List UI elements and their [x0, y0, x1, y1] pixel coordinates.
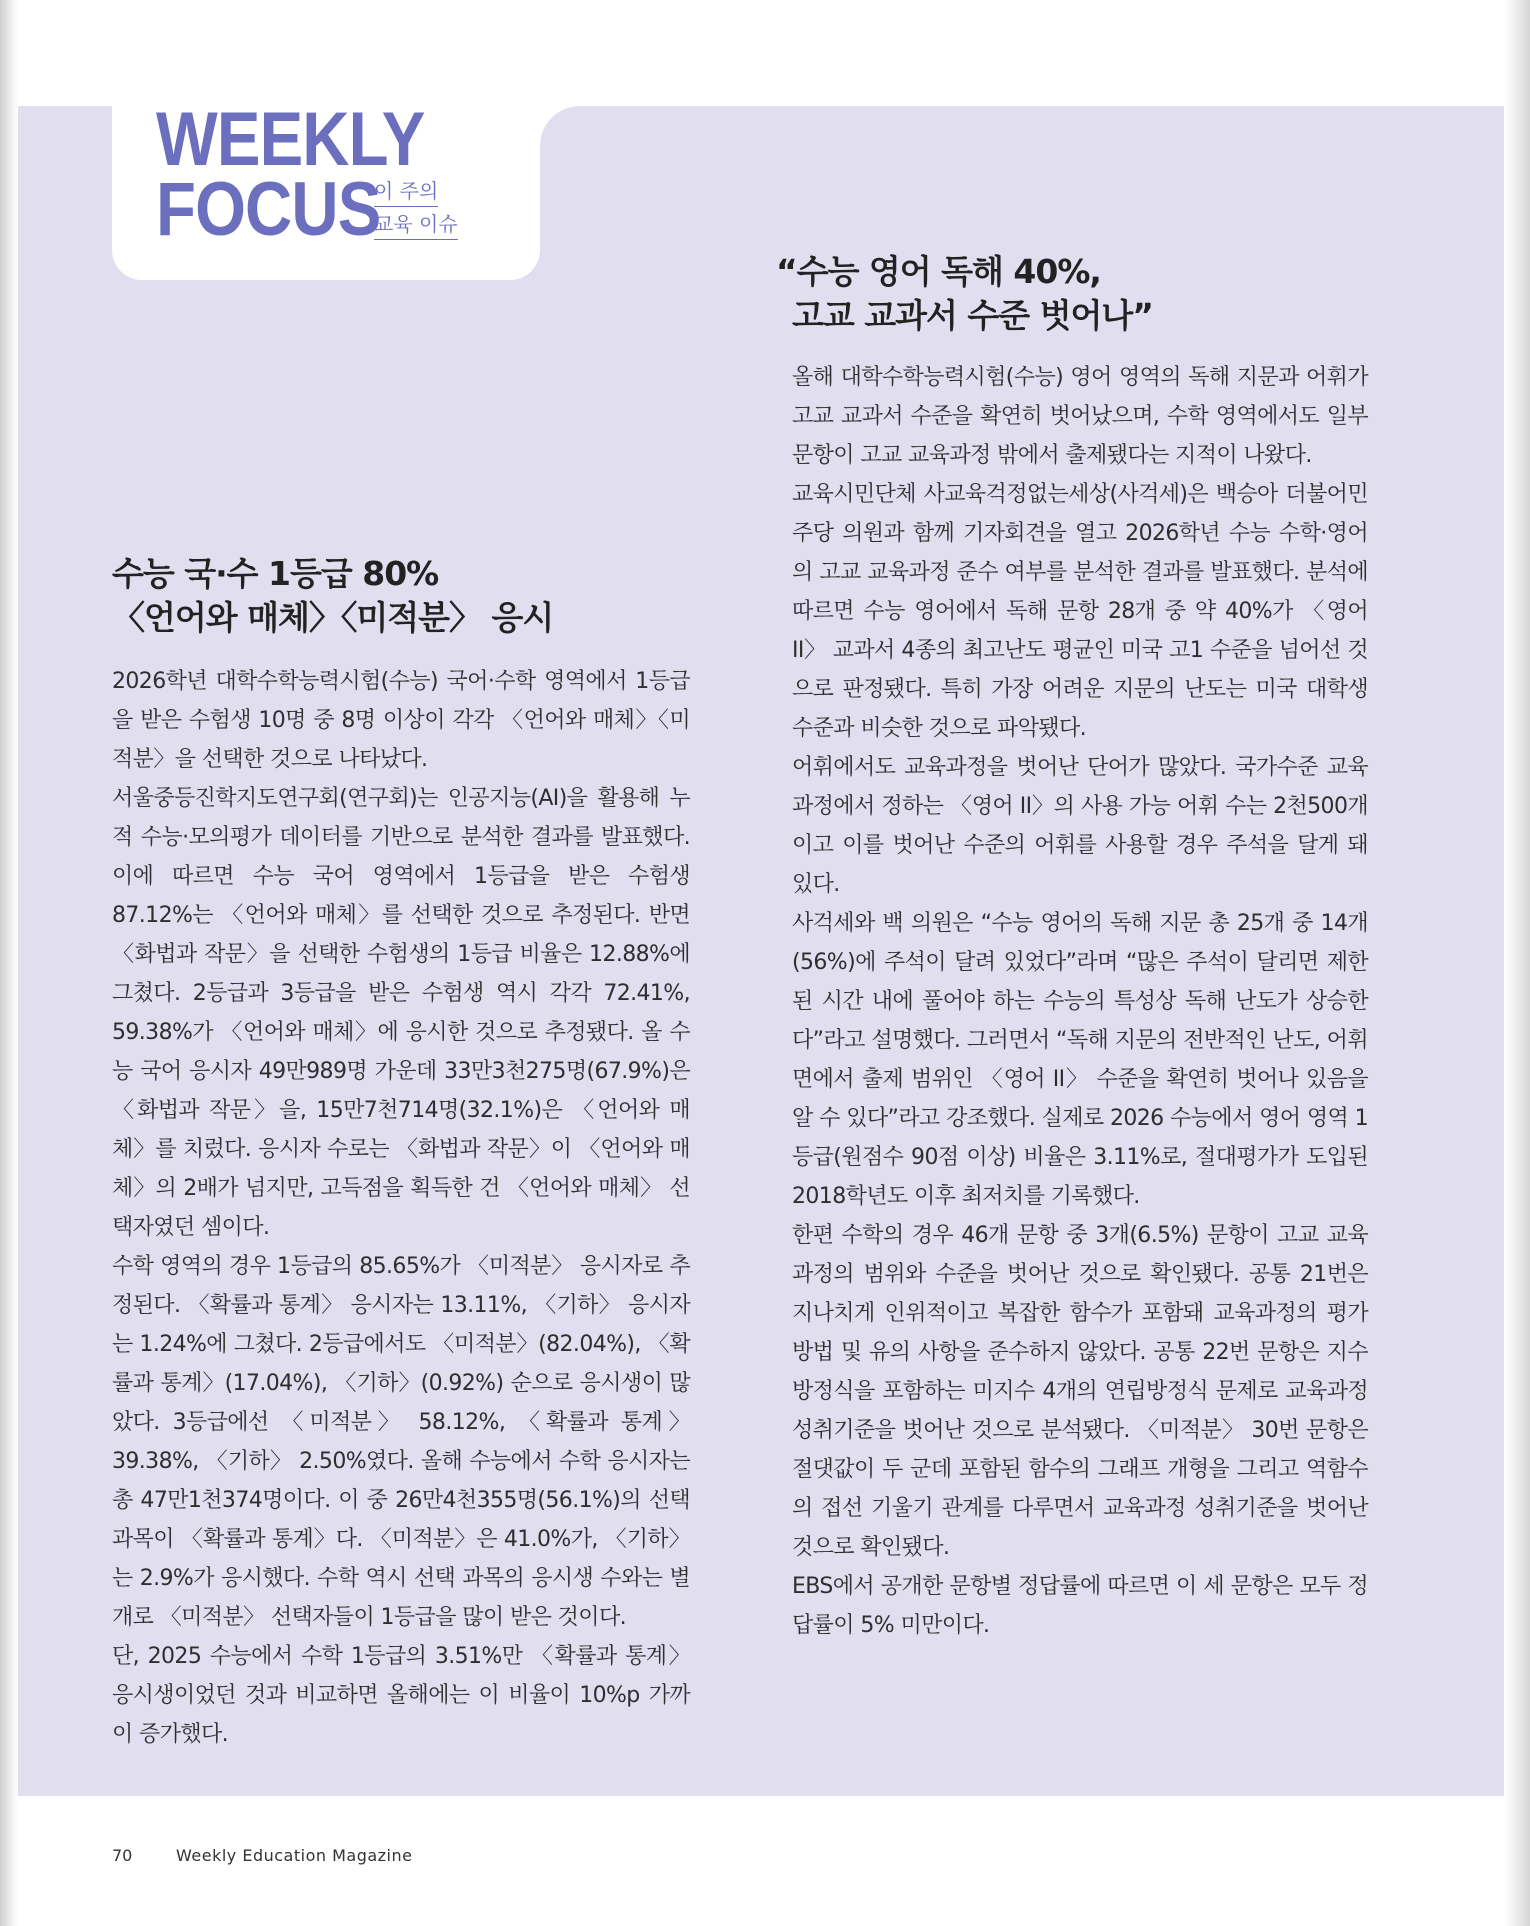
left-paragraph: 수학 영역의 경우 1등급의 85.65%가 〈미적분〉 응시자로 추정된다. 〈확률과 통계〉 응시자는 13.11%, 〈기하〉 응시자는 1.24%에 그쳤다. 2등급에서도 〈미적분〉(82.04%), 〈확률과 통계〉(17.04%), 〈기하〉(0.92%) 순으로 응시생이 많았다. 3등급에선 〈미적분〉 58.12%, 〈확률과 통계〉 39.38%, 〈기하〉 2.50%였다. 올해 수능에서 수학 응시자는 총 47만1천374명이다. 이 중 26만4천355명(56.1%)의 선택 과목이 〈확률과 통계〉다. 〈미적분〉은 41.0%가, 〈기하〉는 2.9%가 응시했다. 수학 역시 선택 과목의 응시생 수와는 별개로 〈미적분〉 선택자들이 1등급을 많이 받은 것이다.: [112, 1254, 690, 1630]
left-paragraph: 2026학년 대학수학능력시험(수능) 국어·수학 영역에서 1등급을 받은 수험생 10명 중 8명 이상이 각각 〈언어와 매체〉〈미적분〉을 선택한 것으로 나타났다.: [112, 669, 690, 772]
right-heading-line1: “수능 영어 독해 40%,: [776, 252, 1101, 291]
magazine-name: Weekly Education Magazine: [176, 1846, 413, 1865]
logo-focus: FOCUS: [156, 167, 381, 252]
subtitle-line2: 교육 이슈: [374, 209, 458, 240]
right-paragraph: 어휘에서도 교육과정을 벗어난 단어가 많았다. 국가수준 교육과정에서 정하는 〈영어 II〉의 사용 가능 어휘 수는 2천500개이고 이를 벗어난 수준의 어휘를 사용할 경우 주석을 달게 돼 있다.: [792, 755, 1368, 897]
left-article-heading: [112, 552, 672, 640]
left-paragraph: 서울중등진학지도연구회(연구회)는 인공지능(AI)을 활용해 누적 수능·모의평가 데이터를 기반으로 분석한 결과를 발표했다. 이에 따르면 수능 국어 영역에서 1등급을 받은 수험생 87.12%는 〈언어와 매체〉를 선택한 것으로 추정된다. 반면 〈화법과 작문〉을 선택한 수험생의 1등급 비율은 12.88%에 그쳤다. 2등급과 3등급을 받은 수험생 역시 각각 72.41%, 59.38%가 〈언어와 매체〉에 응시한 것으로 추정됐다. 올 수능 국어 응시자 49만989명 가운데 33만3천275명(67.9%)은 〈화법과 작문〉을, 15만7천714명(32.1%)은 〈언어와 매체〉를 치렀다. 응시자 수로는 〈화법과 작문〉이 〈언어와 매체〉의 2배가 넘지만, 고득점을 획득한 건 〈언어와 매체〉 선택자였던 셈이다.: [112, 786, 690, 1240]
page-number: 70: [112, 1846, 133, 1865]
tab-corner: [540, 106, 580, 146]
right-paragraph: 교육시민단체 사교육걱정없는세상(사걱세)은 백승아 더불어민주당 의원과 함께 기자회견을 열고 2026학년 수능 수학·영어의 고교 교육과정 준수 여부를 분석한 결과를 발표했다. 분석에 따르면 수능 영어에서 독해 문항 28개 중 약 40%가 〈영어 II〉 교과서 4종의 최고난도 평균인 미국 고1 수준을 넘어선 것으로 판정됐다. 특히 가장 어려운 지문의 난도는 미국 대학생 수준과 비슷한 것으로 파악됐다.: [792, 482, 1368, 741]
left-heading-line2: 〈언어와 매체〉〈미적분〉 응시: [112, 598, 554, 637]
page-edge-right: [1504, 0, 1530, 1926]
subtitle-line1: 이 주의: [374, 176, 438, 207]
right-article-body: [792, 358, 1368, 1645]
page-edge-left: [0, 0, 18, 1926]
right-paragraph: EBS에서 공개한 문항별 정답률에 따르면 이 세 문항은 모두 정답률이 5% 미만이다.: [792, 1574, 1368, 1638]
right-paragraph: 한편 수학의 경우 46개 문항 중 3개(6.5%) 문항이 고교 교육과정의 범위와 수준을 벗어난 것으로 확인됐다. 공통 21번은 지나치게 인위적이고 복잡한 함수가 포함돼 교육과정의 평가 방법 및 유의 사항을 준수하지 않았다. 공통 22번 문항은 지수 방정식을 포함하는 미지수 4개의 연립방정식 문제로 교육과정 성취기준을 벗어난 것으로 분석됐다. 〈미적분〉 30번 문항은 절댓값이 두 군데 포함된 함수의 그래프 개형을 그리고 역함수의 접선 기울기 관계를 다루면서 교육과정 성취기준을 벗어난 것으로 확인됐다.: [792, 1223, 1368, 1560]
left-heading-line1: 수능 국·수 1등급 80%: [112, 554, 439, 593]
left-paragraph: 단, 2025 수능에서 수학 1등급의 3.51%만 〈확률과 통계〉 응시생이었던 것과 비교하면 올해에는 이 비율이 10%p 가까이 증가했다.: [112, 1644, 690, 1747]
right-article-heading: [776, 250, 1376, 338]
right-paragraph: 사걱세와 백 의원은 “수능 영어의 독해 지문 총 25개 중 14개(56%)에 주석이 달려 있었다”라며 “많은 주석이 달리면 제한된 시간 내에 풀어야 하는 수능의 특성상 독해 난도가 상승한다”라고 설명했다. 그러면서 “독해 지문의 전반적인 난도, 어휘 면에서 출제 범위인 〈영어 II〉 수준을 확연히 벗어나 있음을 알 수 있다”라고 강조했다. 실제로 2026 수능에서 영어 영역 1등급(원점수 90점 이상) 비율은 3.11%로, 절대평가가 도입된 2018학년도 이후 최저치를 기록했다.: [792, 911, 1368, 1209]
right-heading-line2: 고교 교과서 수준 벗어나”: [792, 296, 1153, 335]
logo-weekly: WEEKLY: [156, 97, 425, 182]
section-subtitle: [374, 176, 458, 242]
left-article-body: [112, 662, 690, 1754]
right-paragraph: 올해 대학수학능력시험(수능) 영어 영역의 독해 지문과 어휘가 고교 교과서 수준을 확연히 벗어났으며, 수학 영역에서도 일부 문항이 고교 교육과정 밖에서 출제됐다는 지적이 나왔다.: [792, 365, 1368, 468]
